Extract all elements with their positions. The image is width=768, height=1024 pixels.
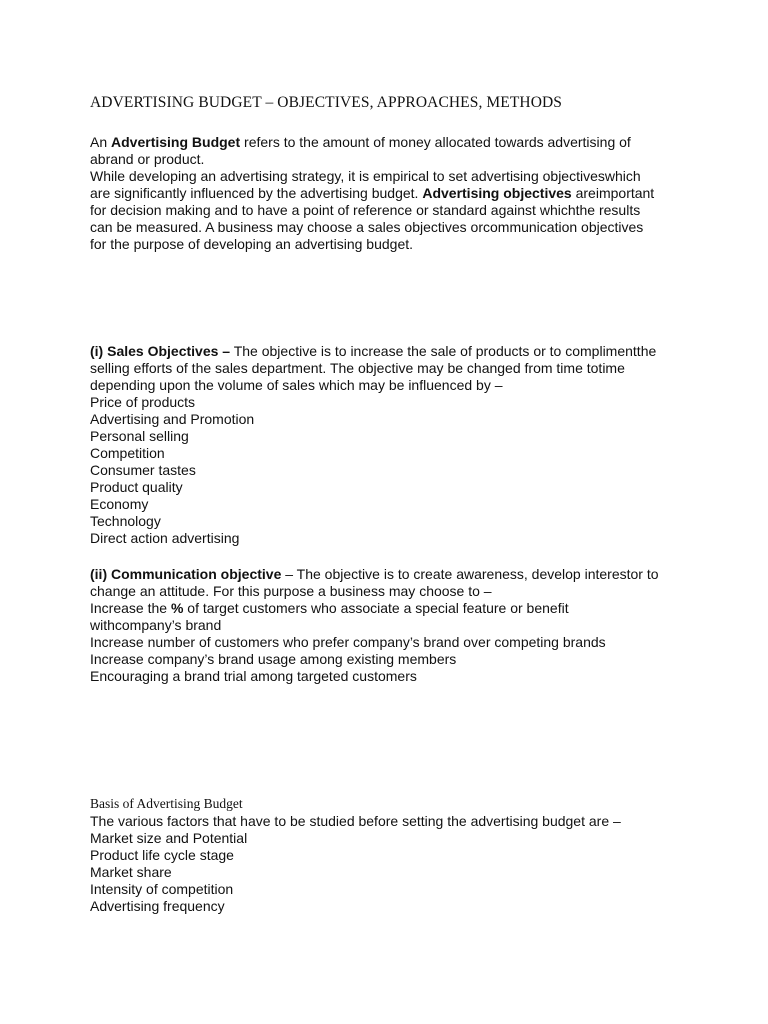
- bold-term: Advertising objectives: [422, 185, 572, 201]
- list-item: Market size and Potential: [90, 830, 248, 846]
- text-run: An: [90, 134, 112, 150]
- text-run: of target customers who associate a special feature or benefit: [183, 600, 569, 616]
- text-run: The objective is to increase the sale of products or to complimentthe: [230, 343, 657, 359]
- list-item: Product life cycle stage: [90, 847, 234, 863]
- sales-line-3: depending upon the volume of sales which may be influenced by –: [90, 377, 503, 393]
- text-run: are significantly influenced by the advertising budget.: [90, 185, 423, 201]
- intro-line-3: While developing an advertising strategy, it is empirical to set advertising objectiveswhich: [90, 168, 641, 184]
- intro-line-6: can be measured. A business may choose a sales objectives orcommunication objectives: [90, 219, 644, 235]
- text-run: refers to the amount of money allocated towards advertising of: [240, 134, 631, 150]
- communication-line-2: change an attitude. For this purpose a business may choose to –: [90, 583, 492, 599]
- bold-term: Advertising Budget: [111, 134, 241, 150]
- list-item: Advertising frequency: [90, 898, 225, 914]
- intro-paragraph: [90, 134, 690, 253]
- list-item: Personal selling: [90, 428, 189, 444]
- list-item: Market share: [90, 864, 172, 880]
- communication-line-1: [90, 566, 690, 583]
- text-run: – The objective is to create awareness, develop interestor to: [281, 566, 659, 582]
- text-run: Increase the: [90, 600, 171, 616]
- intro-line-1: [90, 134, 690, 151]
- list-item: Increase number of customers who prefer company’s brand over competing brands: [90, 634, 606, 650]
- list-item: Direct action advertising: [90, 530, 240, 546]
- communication-objective-paragraph: [90, 566, 690, 685]
- section-heading: (ii) Communication objective: [90, 566, 282, 582]
- text-run: areimportant: [571, 185, 655, 201]
- document-title: ADVERTISING BUDGET – OBJECTIVES, APPROACHES, METHODS: [90, 94, 563, 111]
- intro-line-5: for decision making and to have a point of reference or standard against whichthe results: [90, 202, 641, 218]
- sales-factors-list: [90, 394, 254, 547]
- list-item: Consumer tastes: [90, 462, 196, 478]
- list-item: Competition: [90, 445, 165, 461]
- section-heading: (i) Sales Objectives –: [90, 343, 231, 359]
- communication-line-3: [90, 600, 690, 617]
- basis-factors-list: [90, 813, 621, 915]
- sales-line-1: [90, 343, 690, 360]
- intro-line-4: [90, 185, 690, 202]
- intro-line-2: abrand or product.: [90, 151, 205, 167]
- list-item: Advertising and Promotion: [90, 411, 255, 427]
- list-item: Price of products: [90, 394, 196, 410]
- list-item: Increase company’s brand usage among existing members: [90, 651, 457, 667]
- list-item: Intensity of competition: [90, 881, 234, 897]
- communication-line-4: withcompany’s brand: [90, 617, 222, 633]
- list-item: Encouraging a brand trial among targeted customers: [90, 668, 417, 684]
- list-item: Economy: [90, 496, 149, 512]
- sales-line-2: selling efforts of the sales department. The objective may be changed from time totime: [90, 360, 625, 376]
- sales-objectives-paragraph: [90, 343, 690, 394]
- list-item: Technology: [90, 513, 161, 529]
- bold-term: %: [170, 600, 184, 616]
- basis-heading: Basis of Advertising Budget: [90, 796, 243, 811]
- list-item: Product quality: [90, 479, 183, 495]
- basis-intro: The various factors that have to be studied before setting the advertising budget are –: [90, 813, 621, 829]
- intro-line-7: for the purpose of developing an advertising budget.: [90, 236, 414, 252]
